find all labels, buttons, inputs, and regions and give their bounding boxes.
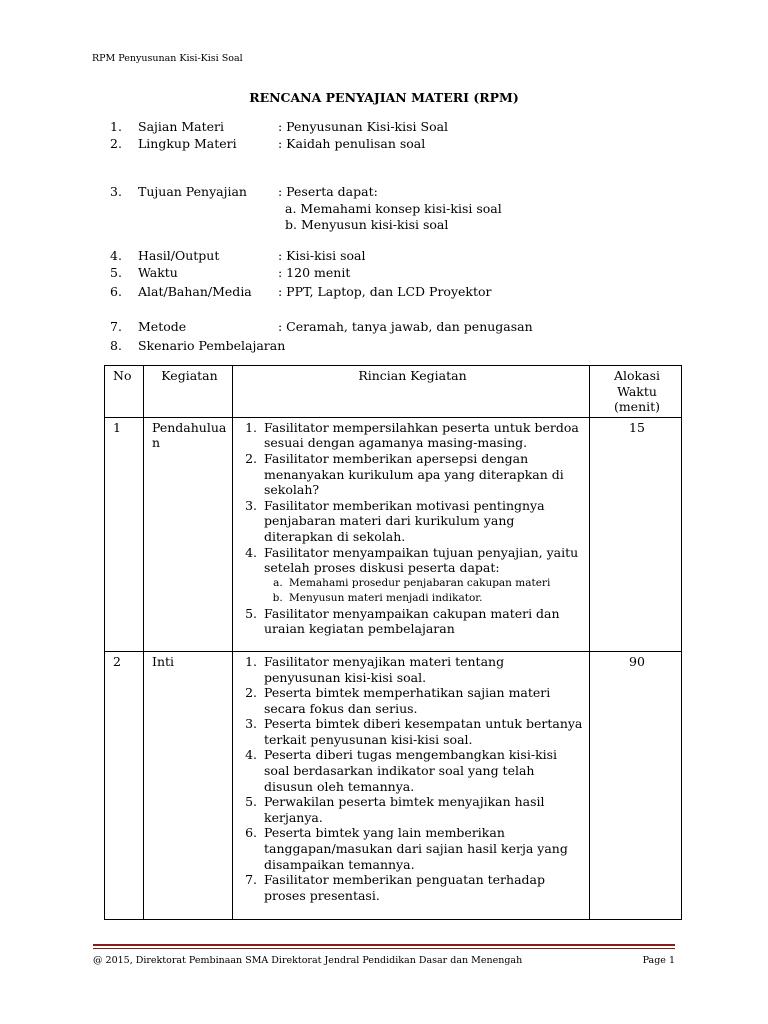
item-number: 4. — [110, 248, 122, 263]
header-alokasi: Alokasi Waktu (menit) — [590, 366, 682, 418]
list-item: 1. Fasilitator mempersilahkan peserta untuk berdoa sesuai dengan agamanya masing-masing. — [261, 420, 584, 451]
page-header: RPM Penyusunan Kisi-Kisi Soal — [92, 53, 243, 64]
item-value: : Ceramah, tanya jawab, dan penugasan — [278, 319, 533, 334]
table-row — [105, 417, 682, 651]
tujuan-sub-a: a. Memahami konsep kisi-kisi soal — [285, 201, 502, 216]
item-number: 6. — [110, 284, 122, 299]
list-item: 6. Peserta bimtek yang lain memberikan tanggapan/masukan dari sajian hasil kerja yang disampaikan temannya. — [261, 825, 584, 872]
list-item: a. Memahami prosedur penjabaran cakupan materi — [286, 576, 584, 591]
header-kegiatan: Kegiatan — [144, 366, 233, 418]
item-label: Metode — [138, 319, 187, 334]
row-no: 2 — [105, 651, 144, 920]
document-title: RENCANA PENYAJIAN MATERI (RPM) — [249, 90, 519, 105]
item-label: Hasil/Output — [138, 248, 220, 263]
item-label: Alat/Bahan/Media — [138, 284, 252, 299]
footer-text: @ 2015, Direktorat Pembinaan SMA Direktorat Jendral Pendidikan Dasar dan Menengah — [93, 955, 523, 966]
list-item: 1. Fasilitator menyajikan materi tentang penyusunan kisi-kisi soal. — [261, 654, 584, 685]
item-label: Tujuan Penyajian — [138, 184, 247, 199]
row-rincian — [233, 417, 590, 651]
row-kegiatan: Pendahulua n — [144, 417, 233, 651]
row-kegiatan: Inti — [144, 651, 233, 920]
item-number: 2. — [110, 136, 122, 151]
kegiatan-table — [104, 365, 682, 920]
item-number: 1. — [110, 119, 122, 134]
item-value: : Kaidah penulisan soal — [278, 136, 426, 151]
list-item: 4. Peserta diberi tugas mengembangkan kisi-kisi soal berdasarkan indikator soal yang telah disusun oleh temannya. — [261, 747, 584, 794]
list-item: 5. Fasilitator menyampaikan cakupan materi dan uraian kegiatan pembelajaran — [261, 606, 584, 637]
item-value: : Kisi-kisi soal — [278, 248, 366, 263]
list-item: 2. Peserta bimtek memperhatikan sajian materi secara fokus dan serius. — [261, 685, 584, 716]
item-value: : PPT, Laptop, dan LCD Proyektor — [278, 284, 492, 299]
row-alokasi: 15 — [590, 417, 682, 651]
step-text: Fasilitator menyampaikan tujuan penyajian, yaitu setelah proses diskusi peserta dapat: — [264, 544, 579, 576]
table-row — [105, 651, 682, 920]
item-label: Skenario Pembelajaran — [138, 338, 286, 353]
item-number: 7. — [110, 319, 122, 334]
page-number: Page 1 — [642, 955, 675, 966]
item-number: 5. — [110, 265, 122, 280]
list-item: 3. Fasilitator memberikan motivasi pentingnya penjabaran materi dari kurikulum yang diterapkan di sekolah. — [261, 498, 584, 545]
row-rincian — [233, 651, 590, 920]
item-value: : 120 menit — [278, 265, 351, 280]
item-number: 3. — [110, 184, 122, 199]
item-label: Waktu — [138, 265, 178, 280]
item-number: 8. — [110, 338, 122, 353]
list-item: 5. Perwakilan peserta bimtek menyajikan hasil kerjanya. — [261, 794, 584, 825]
item-value: : Penyusunan Kisi-kisi Soal — [278, 119, 449, 134]
list-item: 2. Fasilitator memberikan apersepsi dengan menanyakan kurikulum apa yang diterapkan di sekolah? — [261, 451, 584, 498]
list-item: b. Menyusun materi menjadi indikator. — [286, 591, 584, 606]
list-item: 3. Peserta bimtek diberi kesempatan untuk bertanya terkait penyusunan kisi-kisi soal. — [261, 716, 584, 747]
footer-rule — [93, 944, 675, 946]
table-header-row — [105, 366, 682, 418]
header-rincian: Rincian Kegiatan — [233, 366, 590, 418]
header-no: No — [105, 366, 144, 418]
tujuan-sub-b: b. Menyusun kisi-kisi soal — [285, 217, 449, 232]
step-list — [241, 420, 584, 637]
list-item — [261, 545, 584, 606]
step-list — [241, 654, 584, 904]
item-value: : Peserta dapat: — [278, 184, 378, 199]
row-no: 1 — [105, 417, 144, 651]
footer-rule-thin — [93, 948, 675, 949]
item-label: Lingkup Materi — [138, 136, 237, 151]
list-item: 7. Fasilitator memberikan penguatan terhadap proses presentasi. — [261, 872, 584, 903]
row-alokasi: 90 — [590, 651, 682, 920]
substep-list — [264, 576, 584, 606]
item-label: Sajian Materi — [138, 119, 225, 134]
